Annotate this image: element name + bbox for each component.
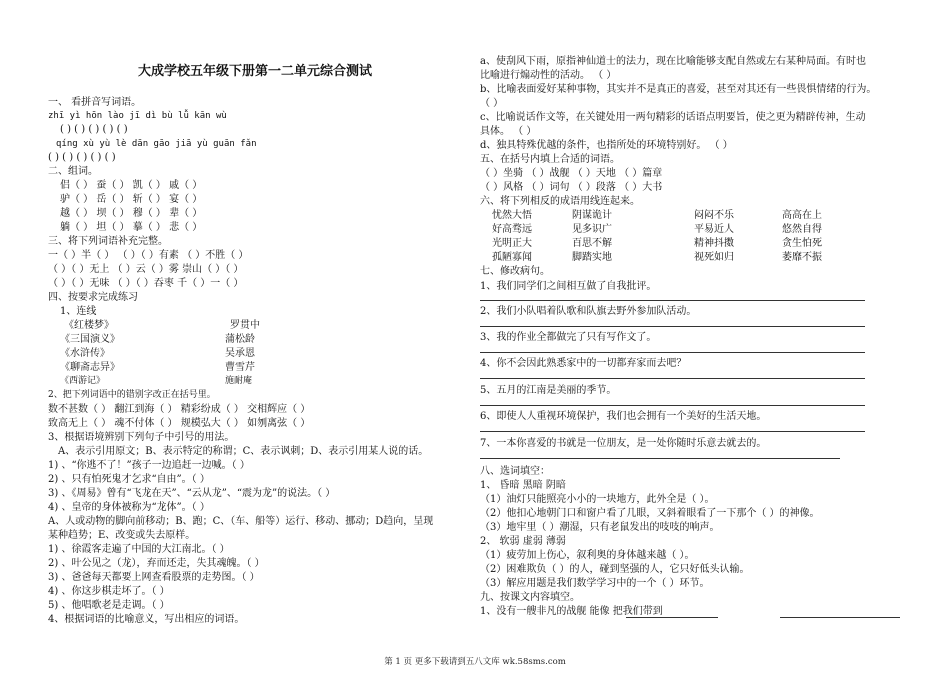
- author-name: 罗贯中: [230, 320, 260, 331]
- metaphor-d-line: d、独具特殊优越的条件，也指所处的环境特别好。 （ ）: [480, 140, 733, 151]
- idiom: 平易近人: [694, 224, 734, 235]
- buchong-row: （ ）（ ）无上 （ ）云（ ）雾 崇山（ ）（ ）: [48, 264, 244, 275]
- zou-item: 4) 、你这步棋走坏了。（ ）: [48, 586, 170, 597]
- answer-line[interactable]: [480, 352, 865, 353]
- book-title: 《三国演义》: [60, 334, 120, 345]
- section-8-heading: 八、选词填空：: [480, 466, 550, 477]
- book-title: 《西游记》: [60, 376, 106, 386]
- sentence-item: 7、一本你喜爱的书就是一位朋友，是一处你随时乐意去就去的。: [480, 438, 767, 449]
- answer-line[interactable]: [626, 617, 718, 618]
- page-title: 大成学校五年级下册第一二单元综合测试: [138, 64, 373, 79]
- answer-line[interactable]: [480, 431, 865, 432]
- sentence-item: 1、我们同学们之间相互做了自我批评。: [480, 281, 657, 292]
- sentence-item: 5、五月的江南是美丽的季节。: [480, 385, 617, 396]
- zou-meanings-line-2: 某种趋势；E、改变或失去原样。: [48, 530, 196, 541]
- section-7-heading: 七、修改病句。: [480, 266, 550, 277]
- idiom: 闷闷不乐: [694, 210, 734, 221]
- metaphor-b-line-2: （ ）: [480, 98, 504, 109]
- idiom: 阴谋诡计: [572, 210, 612, 221]
- answer-line[interactable]: [480, 300, 865, 301]
- quote-item: 4) 、皇帝的身体被称为“龙体”。（ ）: [48, 502, 210, 513]
- section-4-heading: 四、按要求完成练习: [48, 292, 138, 303]
- sentence-item: 2、我们小队唱着队歌和队旗去野外参加队活动。: [480, 306, 697, 317]
- sentence-item: 3、我的作业全都做完了只有写作文了。: [480, 332, 657, 343]
- zuci-row: 躺（ ） 坦（ ） 摹（ ） 悲（ ）: [60, 222, 203, 233]
- answer-row-1: ( ) ( ) ( ) ( ) ( ): [60, 124, 128, 135]
- metaphor-a-line-1: a、使刮风下雨，原指神仙道士的法力，现在比喻能够支配自然或左右某种局面。有时也: [480, 56, 866, 67]
- idiom: 视死如归: [694, 252, 734, 263]
- buchong-row: （ ）（ ）无味 （ ）（ ）吞枣 千（ ）一（ ）: [48, 278, 244, 289]
- zuci-row: 侣（ ） 蚕（ ） 凯（ ） 戚（ ）: [60, 180, 203, 191]
- subsection-4-heading: 4、根据词语的比喻意义，写出相应的词语。: [48, 614, 245, 625]
- word-choice-item: （1）疲劳加上伤心，叙利奥的身体越来越（ ）。: [480, 550, 695, 561]
- subsection-2-heading: 2、把下列词语中的错别字改正在括号里。: [48, 390, 216, 400]
- subsection-3-heading: 3、根据语境辨别下列句子中引号的用法。: [48, 432, 235, 443]
- idiom: 贪生怕死: [782, 238, 822, 249]
- sentence-item: 6、即使人人重视环境保护，我们也会拥有一个美好的生活天地。: [480, 411, 767, 422]
- author-name: 施耐庵: [225, 376, 253, 386]
- fill-row: （ ）坐骑 （ ）战舰 （ ）天地 （ ）篇章: [480, 168, 663, 179]
- idiom: 忧然大悟: [492, 210, 532, 221]
- zou-meanings-line-1: A、人或动物的脚向前移动；B、跑；C、（车、船等）运行、移动、挪动；D趋向，呈现: [48, 516, 434, 527]
- book-title: 《聊斋志异》: [60, 362, 120, 373]
- idiom: 萎靡不振: [782, 252, 822, 263]
- author-name: 蒲松龄: [225, 334, 255, 345]
- subsection-1-heading: 1、连线: [60, 306, 97, 317]
- zuci-row: 越（ ） 坝（ ） 穆（ ） 辈（ ）: [60, 208, 203, 219]
- answer-line[interactable]: [480, 458, 840, 459]
- zou-item: 5) 、他唱歌老是走调。（ ）: [48, 600, 170, 611]
- metaphor-b-line-1: b、比喻表面爱好某种事物，其实并不是真正的喜爱，甚至对其还有一些畏惧情绪的行为。: [480, 84, 877, 95]
- answer-line[interactable]: [480, 405, 865, 406]
- page-footer: 第 1 页 更多下载请到五八文库 wk.58sms.com: [384, 657, 566, 667]
- quote-item: 3) 、《周易》曾有“飞龙在天”、“云从龙”、“震为龙”的说法。（ ）: [48, 488, 336, 499]
- answer-line[interactable]: [480, 326, 865, 327]
- answer-line[interactable]: [780, 617, 900, 618]
- section-3-heading: 三、将下列词语补充完整。: [48, 236, 168, 247]
- pinyin-row-2: qíng xù yù lè dān gāo jiā yù guān fǎn: [56, 139, 257, 149]
- metaphor-a-line-2: 比喻进行煽动性的活动。 （ ）: [480, 70, 617, 81]
- author-name: 吴承恩: [225, 348, 255, 359]
- idiom: 脚踏实地: [572, 252, 612, 263]
- idiom: 好高骛远: [492, 224, 532, 235]
- book-title: 《红楼梦》: [64, 320, 114, 331]
- section-1-heading: 一、 看拼音写词语。: [48, 97, 142, 108]
- word-choice-item: （2）他扣心地朝门口和窗户看了几眼，又斜着眼看了一下那个（ ）的神像。: [480, 508, 820, 519]
- metaphor-c-line-1: c、比喻说话作文等，在关键处用一两句精彩的话语点明要旨，使之更为精辟传神，生动: [480, 112, 866, 123]
- idiom: 高高在上: [782, 210, 822, 221]
- section-2-heading: 二、组词。: [48, 166, 98, 177]
- answer-row-2: ( ) ( ) ( ) ( ) ( ): [48, 152, 116, 163]
- quote-item: 1) 、“你逃不了！”孩子一边追赶一边喊。（ ）: [48, 460, 250, 471]
- recall-item: 1、没有一艘非凡的战舰 能像 把我们带到: [480, 606, 663, 617]
- word-choice-item: （3）解应用题是我们数学学习中的一个（ ）环节。: [480, 578, 710, 589]
- author-name: 曹雪芹: [225, 362, 255, 373]
- quote-options: A、表示引用原文；B、表示特定的称谓；C、表示讽刺；D、表示引用某人说的话。: [58, 446, 429, 457]
- word-choice-item: （1）油灯只能照亮小小的一块地方，此外全是（ ）。: [480, 494, 715, 505]
- word-choice-item: （3）地牢里（ ）潮湿，只有老鼠发出的吱吱的响声。: [480, 522, 720, 533]
- idiom: 光明正大: [492, 238, 532, 249]
- zou-item: 2) 、叶公见之（龙），弃而还走，失其魂魄。（ ）: [48, 558, 265, 569]
- answer-line[interactable]: [480, 378, 865, 379]
- section-6-heading: 六、将下列相反的成语用线连起来。: [480, 196, 640, 207]
- word-choice-group-1: 1、 昏暗 黑暗 阴暗: [480, 480, 566, 491]
- buchong-row: 一（ ）半（ ） （ ）（ ）有素 （ ）不胜（ ）: [48, 250, 249, 261]
- idiom: 精神抖擞: [694, 238, 734, 249]
- metaphor-c-line-2: 具体。 （ ）: [480, 126, 537, 137]
- pinyin-row-1: zhī yì hōn lào jī dì bù lǚ kān wù: [48, 111, 227, 121]
- typo-row: 致高无上（ ） 魂不付体（ ） 规模弘大（ ） 如刎离弦（ ）: [48, 418, 311, 429]
- idiom: 见多识广: [572, 224, 612, 235]
- zuci-row: 驴（ ） 岳（ ） 斩（ ） 宴（ ）: [60, 194, 203, 205]
- book-title: 《水浒传》: [60, 348, 110, 359]
- zou-item: 1) 、徐霞客走遍了中国的大江南北。（ ）: [48, 544, 230, 555]
- typo-row: 数不甚数（ ） 翻江到海（ ） 精彩纷成（ ） 交相辉应（ ）: [48, 404, 311, 415]
- sentence-item: 4、你不会因此熟悉家中的一切都弃家而去吧？: [480, 358, 687, 369]
- zou-item: 3) 、爸爸每天都要上网查看股票的走势图。（ ）: [48, 572, 260, 583]
- word-choice-group-2: 2、 软弱 虚弱 薄弱: [480, 536, 566, 547]
- idiom: 百思不解: [572, 238, 612, 249]
- fill-row: （ ）风格 （ ）词句 （ ）段落 （ ）大书: [480, 182, 663, 193]
- section-5-heading: 五、在括号内填上合适的词语。: [480, 154, 620, 165]
- section-9-heading: 九、按课文内容填空。: [480, 592, 580, 603]
- idiom: 悠然自得: [782, 224, 822, 235]
- word-choice-item: （2）困难欺负（ ）的人，碰到坚强的人，它只好低头认输。: [480, 564, 750, 575]
- idiom: 孤陋寡闻: [492, 252, 532, 263]
- quote-item: 2) 、只有怕死鬼才乞求“自由”。（ ）: [48, 474, 210, 485]
